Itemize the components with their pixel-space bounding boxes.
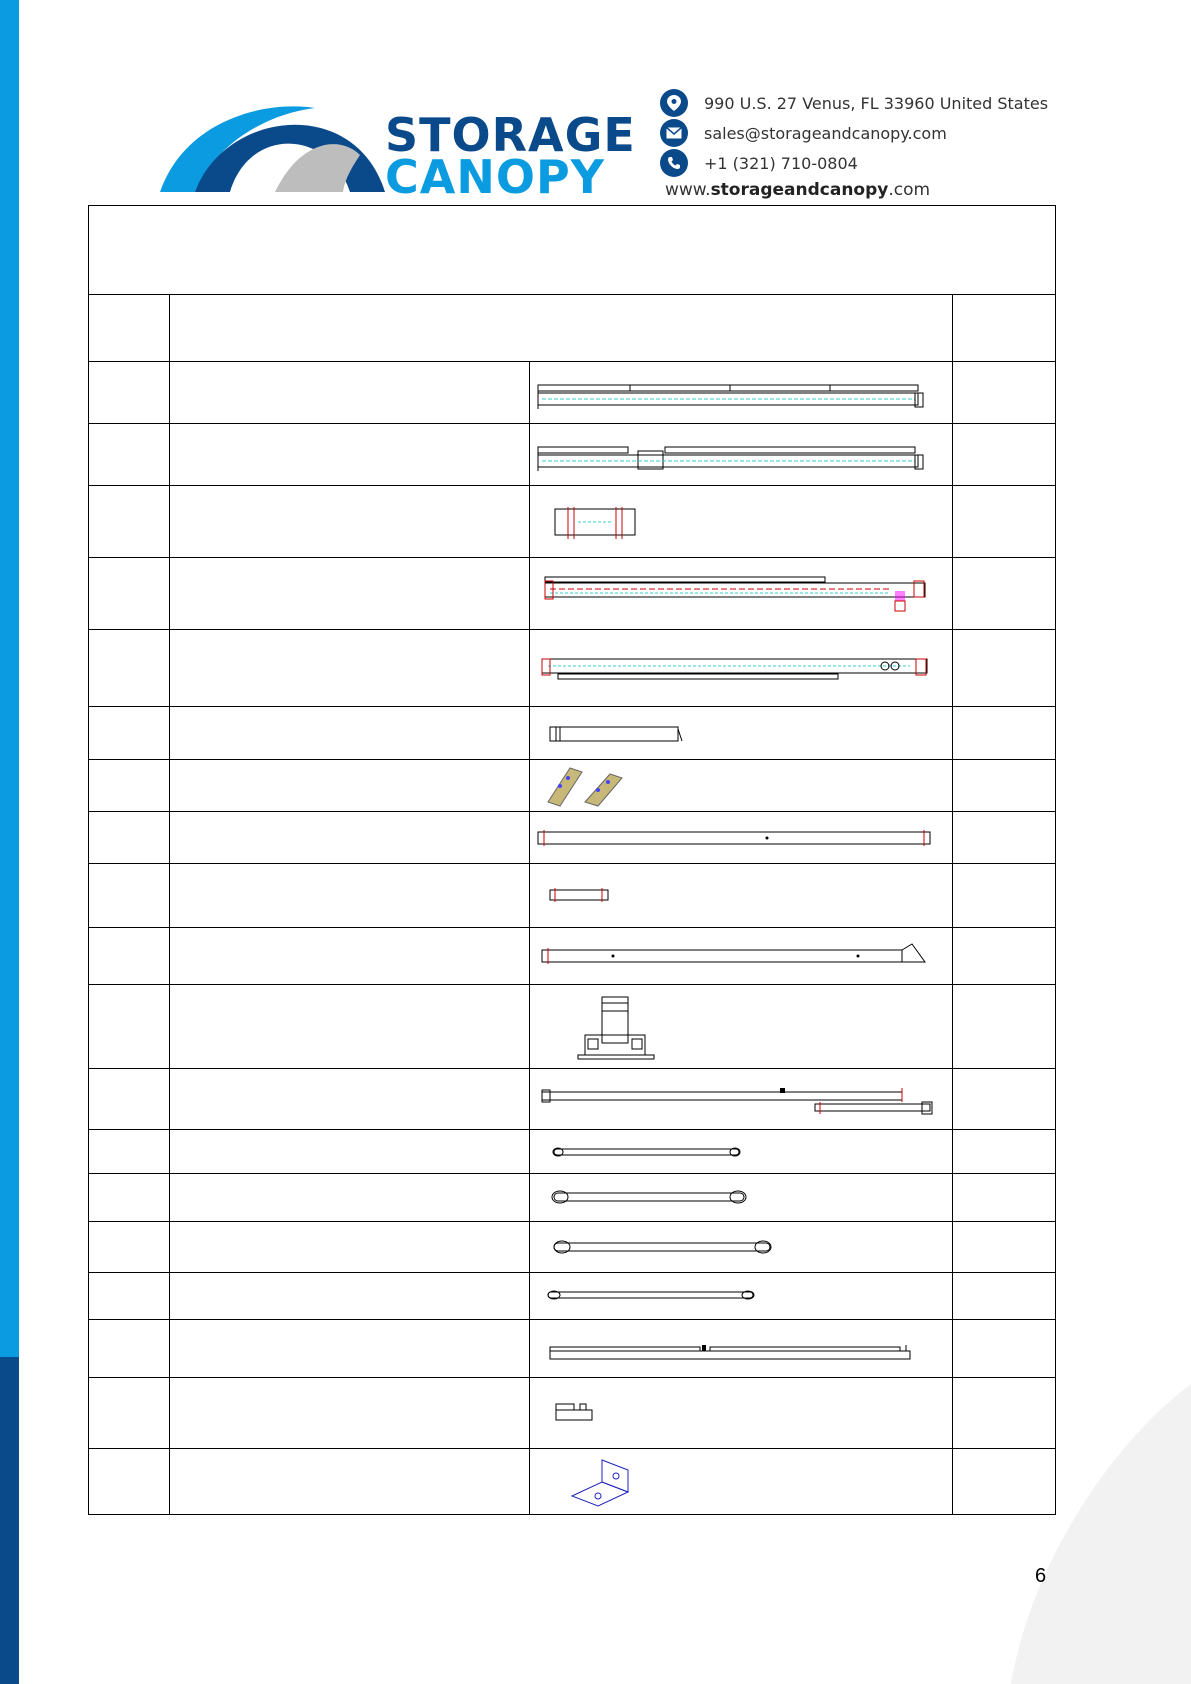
- website-domain: storageandcanopy: [710, 180, 889, 200]
- envelope-icon: [660, 119, 688, 147]
- part-number-cell: [89, 630, 170, 707]
- table-row: [89, 1273, 1056, 1320]
- phone-text: +1 (321) 710-0804: [704, 153, 858, 173]
- address-text: 990 U.S. 27 Venus, FL 33960 United States: [704, 93, 1049, 113]
- part-image-cell: [530, 558, 953, 630]
- part-number-cell: [89, 928, 170, 985]
- website-link[interactable]: [665, 180, 930, 200]
- address-row: [660, 88, 1048, 118]
- location-pin-icon: [660, 89, 688, 117]
- part-image-cell: [530, 760, 953, 812]
- bottom-beam-hinge-image: [530, 643, 950, 693]
- table-row: [89, 928, 1056, 985]
- part-qty-cell: [953, 1069, 1056, 1130]
- phone-row: [660, 148, 1048, 178]
- part-number-cell: [89, 864, 170, 928]
- table-row: [89, 1449, 1056, 1515]
- brand-name-line1: STORAGE: [385, 108, 636, 162]
- header-description-cell: [170, 295, 953, 362]
- table-row: [89, 760, 1056, 812]
- part-qty-cell: [953, 1130, 1056, 1174]
- part-name-cell: [170, 1449, 530, 1515]
- brand-name-line2: CANOPY: [385, 150, 605, 204]
- table-row: [89, 812, 1056, 864]
- part-qty-cell: [953, 1273, 1056, 1320]
- part-number-cell: [89, 1130, 170, 1174]
- part-qty-cell: [953, 1449, 1056, 1515]
- part-name-cell: [170, 812, 530, 864]
- beam-connector-image: [530, 497, 950, 547]
- part-name-cell: [170, 1174, 530, 1222]
- table-row: [89, 486, 1056, 558]
- part-name-cell: [170, 864, 530, 928]
- phone-icon: [660, 149, 688, 177]
- table-row: [89, 1378, 1056, 1449]
- part-qty-cell: [953, 558, 1056, 630]
- table-row: [89, 362, 1056, 424]
- part-image-cell: [530, 985, 953, 1069]
- part-name-cell: [170, 486, 530, 558]
- part-qty-cell: [953, 812, 1056, 864]
- short-tube-red-ends-image: [530, 876, 950, 916]
- part-image-cell: [530, 424, 953, 486]
- part-number-cell: [89, 1449, 170, 1515]
- part-qty-cell: [953, 985, 1056, 1069]
- part-qty-cell: [953, 1320, 1056, 1378]
- long-side-beam-b-image: [530, 435, 950, 475]
- part-image-cell: [530, 1273, 953, 1320]
- contact-block: [660, 88, 1048, 178]
- part-image-cell: [530, 1449, 953, 1515]
- part-image-cell: [530, 1174, 953, 1222]
- part-image-cell: [530, 864, 953, 928]
- part-name-cell: [170, 1069, 530, 1130]
- part-name-cell: [170, 1130, 530, 1174]
- table-row: [89, 1320, 1056, 1378]
- part-image-cell: [530, 1130, 953, 1174]
- part-image-cell: [530, 1069, 953, 1130]
- rail-channel-image: [530, 1329, 950, 1369]
- part-qty-cell: [953, 630, 1056, 707]
- part-name-cell: [170, 928, 530, 985]
- table-row: [89, 1130, 1056, 1174]
- header-qty-cell: [953, 295, 1056, 362]
- part-image-cell: [530, 1320, 953, 1378]
- table-row: [89, 864, 1056, 928]
- angle-bracket-image: [530, 1452, 950, 1512]
- part-name-cell: [170, 985, 530, 1069]
- part-number-cell: [89, 1320, 170, 1378]
- header-no-cell: [89, 295, 170, 362]
- table-row: [89, 1069, 1056, 1130]
- part-name-cell: [170, 707, 530, 760]
- side-stripe-bottom: [0, 1357, 19, 1684]
- part-qty-cell: [953, 486, 1056, 558]
- part-qty-cell: [953, 424, 1056, 486]
- table-row: [89, 558, 1056, 630]
- small-clip-image: [530, 1388, 950, 1438]
- part-qty-cell: [953, 1222, 1056, 1273]
- part-name-cell: [170, 558, 530, 630]
- part-number-cell: [89, 707, 170, 760]
- part-image-cell: [530, 707, 953, 760]
- part-number-cell: [89, 558, 170, 630]
- brace-long-image: [530, 1229, 950, 1265]
- part-image-cell: [530, 630, 953, 707]
- part-name-cell: [170, 1222, 530, 1273]
- part-image-cell: [530, 928, 953, 985]
- part-number-cell: [89, 1222, 170, 1273]
- part-image-cell: [530, 812, 953, 864]
- part-qty-cell: [953, 362, 1056, 424]
- website-suffix: .com: [888, 180, 931, 200]
- angled-end-tube-image: [530, 936, 950, 976]
- part-number-cell: [89, 362, 170, 424]
- website-prefix: www.: [665, 180, 711, 200]
- part-image-cell: [530, 1222, 953, 1273]
- part-number-cell: [89, 812, 170, 864]
- part-number-cell: [89, 1273, 170, 1320]
- page-number: 6: [1035, 1565, 1047, 1587]
- part-image-cell: [530, 486, 953, 558]
- part-qty-cell: [953, 707, 1056, 760]
- long-tube-image: [530, 820, 950, 856]
- table-row: [89, 630, 1056, 707]
- email-row: [660, 118, 1048, 148]
- brace-medium-image: [530, 1181, 950, 1215]
- table-row: [89, 985, 1056, 1069]
- part-name-cell: [170, 630, 530, 707]
- part-name-cell: [170, 1378, 530, 1449]
- table-row: [89, 1174, 1056, 1222]
- table-title-row: [89, 206, 1056, 295]
- base-bracket-image: [530, 989, 950, 1065]
- telescoping-leg-image: [530, 1074, 950, 1124]
- table-title-cell: [89, 206, 1056, 295]
- part-image-cell: [530, 1378, 953, 1449]
- part-qty-cell: [953, 1174, 1056, 1222]
- brace-short-image: [530, 1137, 950, 1167]
- table-header-row: [89, 295, 1056, 362]
- part-qty-cell: [953, 760, 1056, 812]
- part-qty-cell: [953, 1378, 1056, 1449]
- table-row: [89, 707, 1056, 760]
- short-tube-image: [530, 715, 950, 751]
- part-number-cell: [89, 985, 170, 1069]
- part-qty-cell: [953, 928, 1056, 985]
- part-number-cell: [89, 1174, 170, 1222]
- part-number-cell: [89, 1378, 170, 1449]
- table-row: [89, 1222, 1056, 1273]
- part-name-cell: [170, 1273, 530, 1320]
- long-side-beam-image: [530, 373, 950, 413]
- part-name-cell: [170, 362, 530, 424]
- part-name-cell: [170, 1320, 530, 1378]
- part-number-cell: [89, 760, 170, 812]
- part-number-cell: [89, 424, 170, 486]
- part-number-cell: [89, 486, 170, 558]
- part-qty-cell: [953, 864, 1056, 928]
- part-number-cell: [89, 1069, 170, 1130]
- parts-table: [88, 205, 1055, 1515]
- part-name-cell: [170, 424, 530, 486]
- email-link[interactable]: sales@storageandcanopy.com: [704, 123, 947, 143]
- connector-plates-image: [530, 764, 950, 808]
- part-image-cell: [530, 362, 953, 424]
- top-beam-hinge-image: [530, 569, 950, 619]
- side-stripe-top: [0, 0, 19, 1357]
- brace-medium-2-image: [530, 1280, 950, 1312]
- part-name-cell: [170, 760, 530, 812]
- table-row: [89, 424, 1056, 486]
